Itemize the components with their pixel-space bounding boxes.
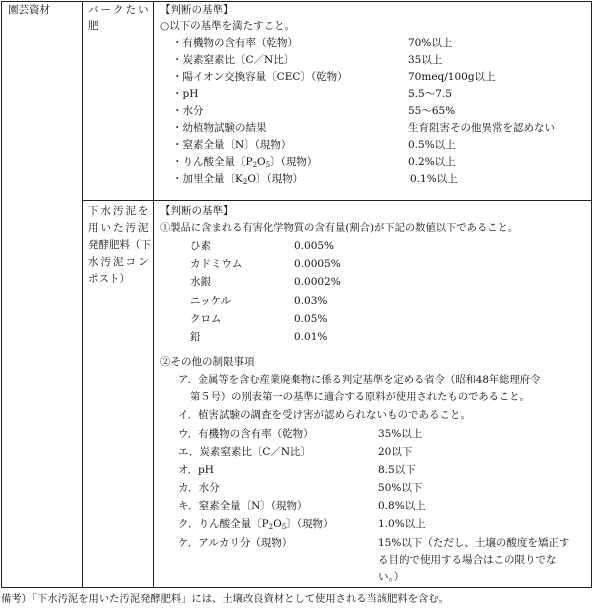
substance-limit: 0.005% bbox=[294, 240, 335, 252]
substance-name: クロム bbox=[190, 313, 222, 325]
bark-criterion-value: 70%以上 bbox=[408, 37, 453, 49]
sludge-criterion-value: 8.5以下 bbox=[378, 464, 416, 476]
bark-criterion-label: ・陽イオン交換容量〔CEC〕（乾物） bbox=[172, 71, 348, 83]
bark-criterion-value: 生育阻害その他異常を認めない bbox=[408, 122, 555, 134]
sludge-compost-name: 発酵肥料（下 bbox=[88, 239, 151, 251]
bark-criterion-label: ・pH bbox=[172, 88, 199, 100]
bark-criterion-value: 0.2%以上 bbox=[408, 156, 456, 168]
sludge-compost-name: 下水汚泥を bbox=[88, 205, 151, 217]
bark-criterion-label: ・加里全量〔$K_2O$〕（現物） bbox=[172, 173, 304, 186]
restriction-item: イ．植害試験の調査を受け害が認められないものであること。 bbox=[178, 409, 472, 421]
bark-criterion-value: 70meq/100g以上 bbox=[408, 71, 496, 83]
table-column-divider bbox=[153, 1, 154, 588]
bark-criterion-value: 5.5～7.5 bbox=[408, 88, 452, 100]
substance-name: 水銀 bbox=[190, 276, 211, 288]
sludge-criterion-value: 20以下 bbox=[378, 446, 413, 458]
bark-criterion-label: ・幼植物試験の結果 bbox=[172, 122, 267, 134]
substance-limit: 0.03% bbox=[294, 295, 328, 307]
bark-criterion-value: 55～65% bbox=[408, 105, 456, 117]
bark-compost-name: バークたい bbox=[88, 4, 151, 16]
bark-criterion-label: ・有機物の含有率（乾物） bbox=[172, 37, 298, 49]
sludge-criterion-label: カ．水分 bbox=[178, 482, 220, 494]
substance-limit: 0.01% bbox=[294, 331, 328, 343]
table-column-divider bbox=[82, 1, 83, 588]
sludge-criterion-label: ウ．有機物の含有率（乾物） bbox=[178, 428, 314, 440]
bark-criterion-value: 0.1%以上 bbox=[410, 173, 458, 185]
substance-name: カドミウム bbox=[190, 258, 243, 270]
bark-criterion-label: ・水分 bbox=[172, 105, 204, 117]
bark-criterion-label: ・りん酸全量〔$P_2O_5$〕（現物） bbox=[172, 156, 318, 169]
substance-name: 鉛 bbox=[190, 331, 201, 343]
sludge-criterion-value: 1.0%以上 bbox=[378, 518, 426, 530]
substance-limit: 0.0005% bbox=[294, 258, 341, 270]
substance-limit: 0.05% bbox=[294, 313, 328, 325]
sludge-heading: 【判断の基準】 bbox=[160, 205, 234, 217]
restriction-item: 第５号）の別表第一の基準に適合する原料が使用されたものであること。 bbox=[190, 391, 530, 403]
substance-limit: 0.0002% bbox=[294, 276, 341, 288]
bark-criterion-value: 35以上 bbox=[408, 54, 443, 66]
bark-compost-name: 肥 bbox=[88, 20, 99, 32]
alkali-limit: 15%以下（ただし、土壌の酸度を矯正す bbox=[378, 537, 570, 549]
bark-intro: ○以下の基準を満たすこと。 bbox=[160, 20, 296, 32]
bark-heading: 【判断の基準】 bbox=[160, 4, 234, 16]
bark-criterion-label: ・炭素窒素比〔C／N比〕 bbox=[172, 54, 295, 66]
table-row-divider bbox=[82, 200, 592, 201]
alkali-limit: い。） bbox=[378, 571, 405, 583]
alkali-limit: る目的で使用する場合はこの限りでな bbox=[378, 554, 557, 566]
restriction-item: ア．金属等を含む産業廃棄物に係る判定基準を定める省令（昭和48年総理府令 bbox=[178, 374, 541, 386]
sludge-compost-name: 用いた汚泥 bbox=[88, 222, 151, 234]
other-restrictions-heading: ②その他の制限事項 bbox=[160, 356, 255, 368]
sludge-criterion-label: キ．窒素全量〔N〕（現物） bbox=[178, 500, 308, 512]
substance-name: ひ素 bbox=[190, 240, 211, 252]
sludge-criterion-label: オ．pH bbox=[178, 464, 214, 476]
category-cell: 園芸資材 bbox=[8, 4, 50, 16]
sludge-criterion-value: 50%以下 bbox=[378, 482, 423, 494]
sludge-criterion-label: エ．炭素窒素比〔C／N比〕 bbox=[178, 446, 312, 458]
sludge-intro: ①製品に含まれる有害化学物質の含有量(割合)が下記の数値以下であること。 bbox=[160, 222, 519, 234]
sludge-criterion-value: 0.8%以上 bbox=[378, 500, 426, 512]
substance-name: ニッケル bbox=[190, 295, 232, 307]
alkali-label: ケ．アルカリ分（現物） bbox=[178, 537, 293, 549]
sludge-criterion-label: ク．りん酸全量〔$P_2O_5$〕（現物） bbox=[178, 518, 334, 531]
sludge-compost-name: 水汚泥コン bbox=[88, 256, 151, 268]
sludge-compost-name: ポスト） bbox=[88, 273, 130, 285]
bark-criterion-value: 0.5%以上 bbox=[408, 139, 456, 151]
bark-criterion-label: ・窒素全量〔N〕（現物） bbox=[172, 139, 292, 151]
sludge-criterion-value: 35%以上 bbox=[378, 428, 423, 440]
footnote: 備考）「下水汚泥を用いた汚泥発酵肥料」には、土壌改良資材として使用される当該肥料を含む。 bbox=[1, 593, 449, 605]
